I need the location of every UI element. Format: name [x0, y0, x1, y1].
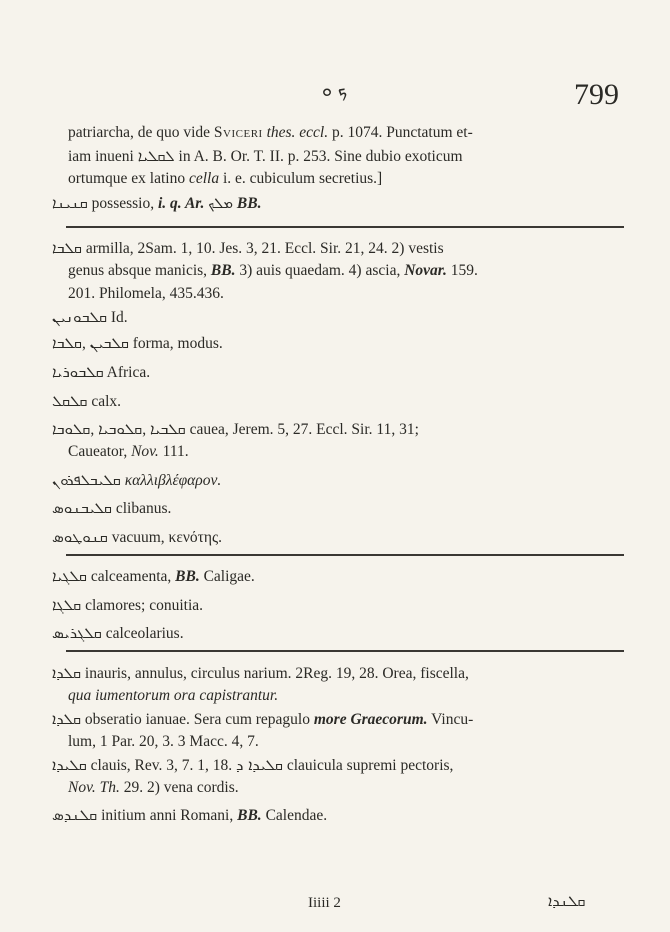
entry-line: ܩܢܘܛܘܣ vacuum, κενότης. [52, 528, 222, 546]
syriac-headword: ܩܠܓܐ [52, 596, 82, 614]
syriac-word: ܠܩܠܝܐ [137, 147, 175, 165]
entry-line: ܩܠܒܐ armilla, 2Sam. 1, 10. Jes. 3, 21. Eccl. Sir. 21, 24. 2) vestis [52, 239, 444, 257]
syriac-headword: ܩܢܘܛܘܣ [52, 528, 108, 546]
running-head-syriac: ܟ ܘ [322, 80, 348, 101]
text-line: ortumque ex latino cella i. e. cubiculum secretius.] [68, 170, 383, 187]
syriac-headword: ܩܠܢܕܣ [52, 806, 98, 824]
text-line: patriarcha, de quo vide Sviceri thes. eccl. p. 1074. Punctatum et- [68, 124, 473, 141]
text-line: genus absque manicis, BB. 3) auis quaedam. 4) ascia, Novar. 159. [68, 262, 478, 279]
section-rule [66, 226, 624, 228]
syriac-word: ܩܠܘܒܝܐ [98, 420, 143, 438]
text-line: qua iumentorum ora capistrantur. [68, 687, 279, 704]
section-rule [66, 650, 624, 652]
catchword: ܩܠܢܕܐ [548, 892, 586, 910]
syriac-headword: ܩܢܝܢܐ [52, 194, 88, 212]
syriac-headword: ܩܠܕܐ [52, 710, 82, 728]
syriac-headword: ܩܠܒܐ [52, 239, 82, 257]
text-line: Nov. Th. 29. 2) vena cordis. [68, 779, 239, 796]
syriac-headword: ܩܠܓܝܐ [52, 567, 87, 585]
syriac-headword: ܩܠܕܐ [52, 664, 82, 682]
entry-line: ܩܠܩܠ calx. [52, 392, 122, 410]
entry-line: ܩܠܕܐ inauris, annulus, circulus narium. 2Reg. 19, 28. Orea, fiscella, [52, 664, 469, 682]
syriac-headword: ܩܠܒܘܢܝܢ [52, 308, 108, 326]
text-line: Caueator, Nov. 111. [68, 443, 189, 460]
entry-line: ܩܠܘܒܐ, ܩܠܘܒܝܐ, ܩܠܒܝܐ cauea, Jerem. 5, 27. Eccl. Sir. 11, 31; [52, 420, 419, 438]
syriac-headword: ܩܠܒܘܪܝܐ [52, 363, 104, 381]
text-line: lum, 1 Par. 20, 3. 3 Macc. 4, 7. [68, 733, 259, 750]
signature-mark: Iiiii 2 [308, 895, 341, 911]
entry-line: ܩܠܢܕܣ initium anni Romani, BB. Calendae. [52, 806, 328, 824]
syriac-headword: ܩܠܝܕܐ [52, 756, 87, 774]
page-number: 799 [574, 78, 619, 111]
syriac-headword: ܩܠܝܒܠܦܪܘܢ [52, 471, 121, 489]
entry-line: ܩܠܓܝܐ calceamenta, BB. Caligae. [52, 567, 255, 585]
entry-line: ܩܠܒܘܪܝܐ Africa. [52, 363, 151, 381]
syriac-headword: ܩܠܘܒܐ [52, 420, 91, 438]
entry-line: ܩܠܓܐ clamores; conuitia. [52, 596, 204, 614]
syriac-word: ܡܠܟ [208, 194, 234, 212]
entry-line: ܩܠܝܕܐ clauis, Rev. 3, 7. 1, 18. ܩܠܝܕܐ ܕ clauicula supremi pectoris, [52, 756, 454, 774]
entry-line: ܩܠܕܐ obseratio ianuae. Sera cum repagulo more Graecorum. Vincu- [52, 710, 474, 728]
entry-line: ܩܠܝܒܠܦܪܘܢ καλλιβλέφαρον. [52, 471, 222, 489]
entry-line: ܩܠܝܒܢܘܣ clibanus. [52, 499, 172, 517]
entry-line: ܩܢܝܢܐ possessio, i. q. Ar. ܡܠܟ BB. [52, 194, 262, 212]
entry-line: ܩܠܒܐ, ܩܠܒܝܢ forma, modus. [52, 334, 223, 352]
entry-line: ܩܠܒܘܢܝܢ Id. [52, 308, 128, 326]
syriac-word: ܩܠܒܝܐ [149, 420, 186, 438]
syriac-headword: ܩܠܓܪܝܣ [52, 624, 102, 642]
syriac-word: ܩܠܒܝܢ [89, 334, 129, 352]
syriac-headword: ܩܠܒܐ [52, 334, 82, 352]
syriac-headword: ܩܠܩܠ [52, 392, 88, 410]
syriac-headword: ܩܠܝܒܢܘܣ [52, 499, 112, 517]
syriac-word: ܩܠܝܕܐ ܕ [236, 756, 283, 774]
entry-line: ܩܠܓܪܝܣ calceolarius. [52, 624, 184, 642]
section-rule [66, 554, 624, 556]
text-line: iam inueni ܠܩܠܝܐ in A. B. Or. T. II. p. 253. Sine dubio exoticum [68, 147, 463, 165]
text-line: 201. Philomela, 435.436. [68, 285, 224, 302]
